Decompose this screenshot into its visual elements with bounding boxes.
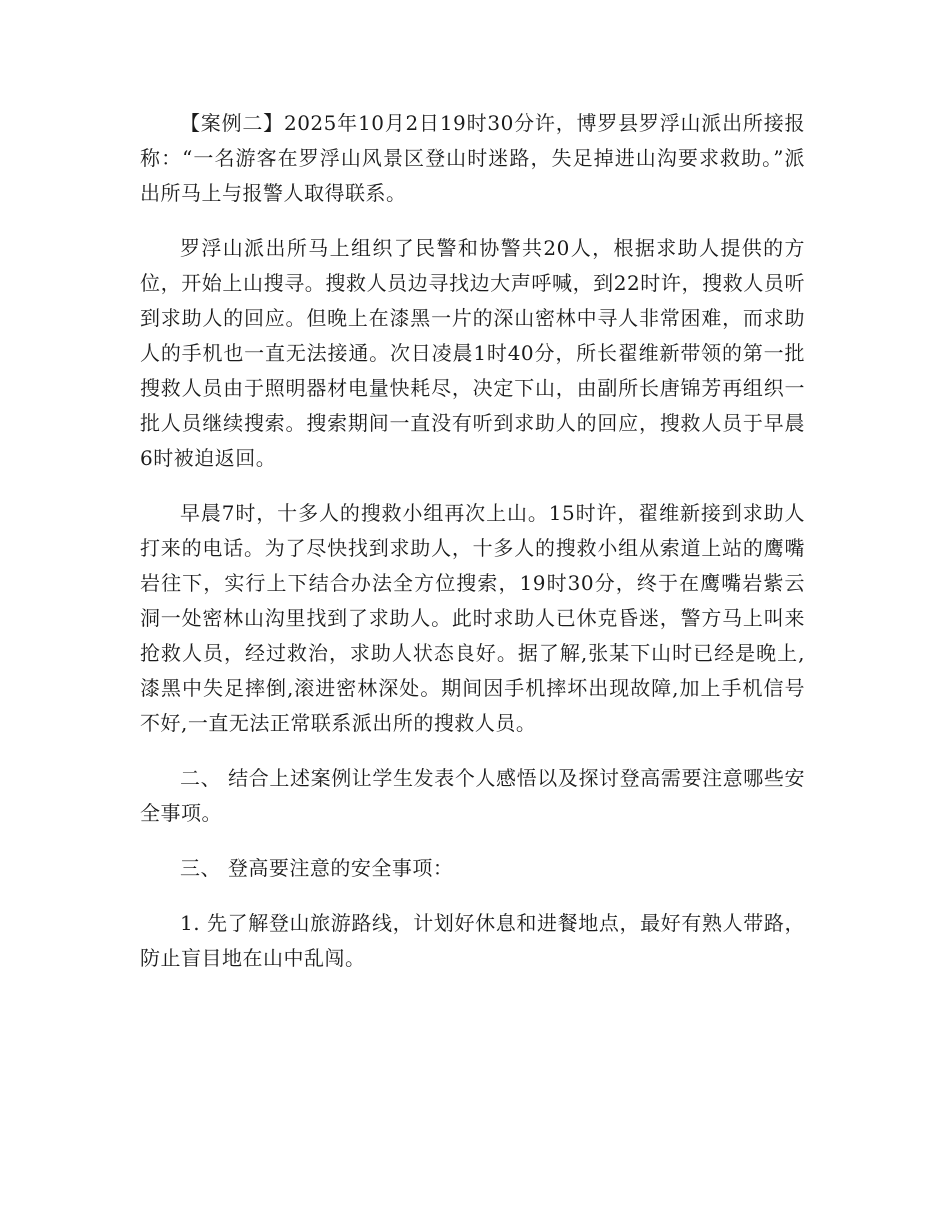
section-three-heading: 三、 登高要注意的安全事项： [180,856,454,880]
case-two-paragraph: 【案例二】2025年10月2日19时30分许，博罗县罗浮山派出所接报称：“一名游客在罗浮山风景区登山时迷路，失足掉进山沟要求救助。”派出所马上与报警人取得联系。 [140,111,805,205]
rescue-found-paragraph: 早晨7时，十多人的搜救小组再次上山。15时许，翟维新接到求助人打来的电话。为了尽快找到求助人，十多人的搜救小组从索道上站的鹰嘴岩往下，实行上下结合办法全方位搜索，19时30分，终于在鹰嘴岩紫云洞一处密林山沟里找到了求助人。此时求助人已休克昏迷，警方马上叫来抢救人员，经过救治，求助人状态良好。据了解,张某下山时已经是晚上,漆黑中失足摔倒,滚进密林深处。期间因手机摔坏出现故障,加上手机信号不好,一直无法正常联系派出所的搜救人员。 [140,501,805,735]
section-two-heading: 二、 结合上述案例让学生发表个人感悟以及探讨登高需要注意哪些安全事项。 [140,766,805,825]
safety-item-1: 1. 先了解登山旅游路线，计划好休息和进餐地点，最好有熟人带路，防止盲目地在山中乱闯。 [140,911,805,970]
search-operation-paragraph: 罗浮山派出所马上组织了民警和协警共20人，根据求助人提供的方位，开始上山搜寻。搜救人员边寻找边大声呼喊，到22时许，搜救人员听到求助人的回应。但晚上在漆黑一片的深山密林中寻人非常困难，而求助人的手机也一直无法接通。次日凌晨1时40分，所长翟维新带领的第一批搜救人员由于照明器材电量快耗尽，决定下山，由副所长唐锦芳再组织一批人员继续搜索。搜索期间一直没有听到求助人的回应，搜救人员于早晨6时被迫返回。 [140,236,805,470]
document-page [140,106,805,976]
